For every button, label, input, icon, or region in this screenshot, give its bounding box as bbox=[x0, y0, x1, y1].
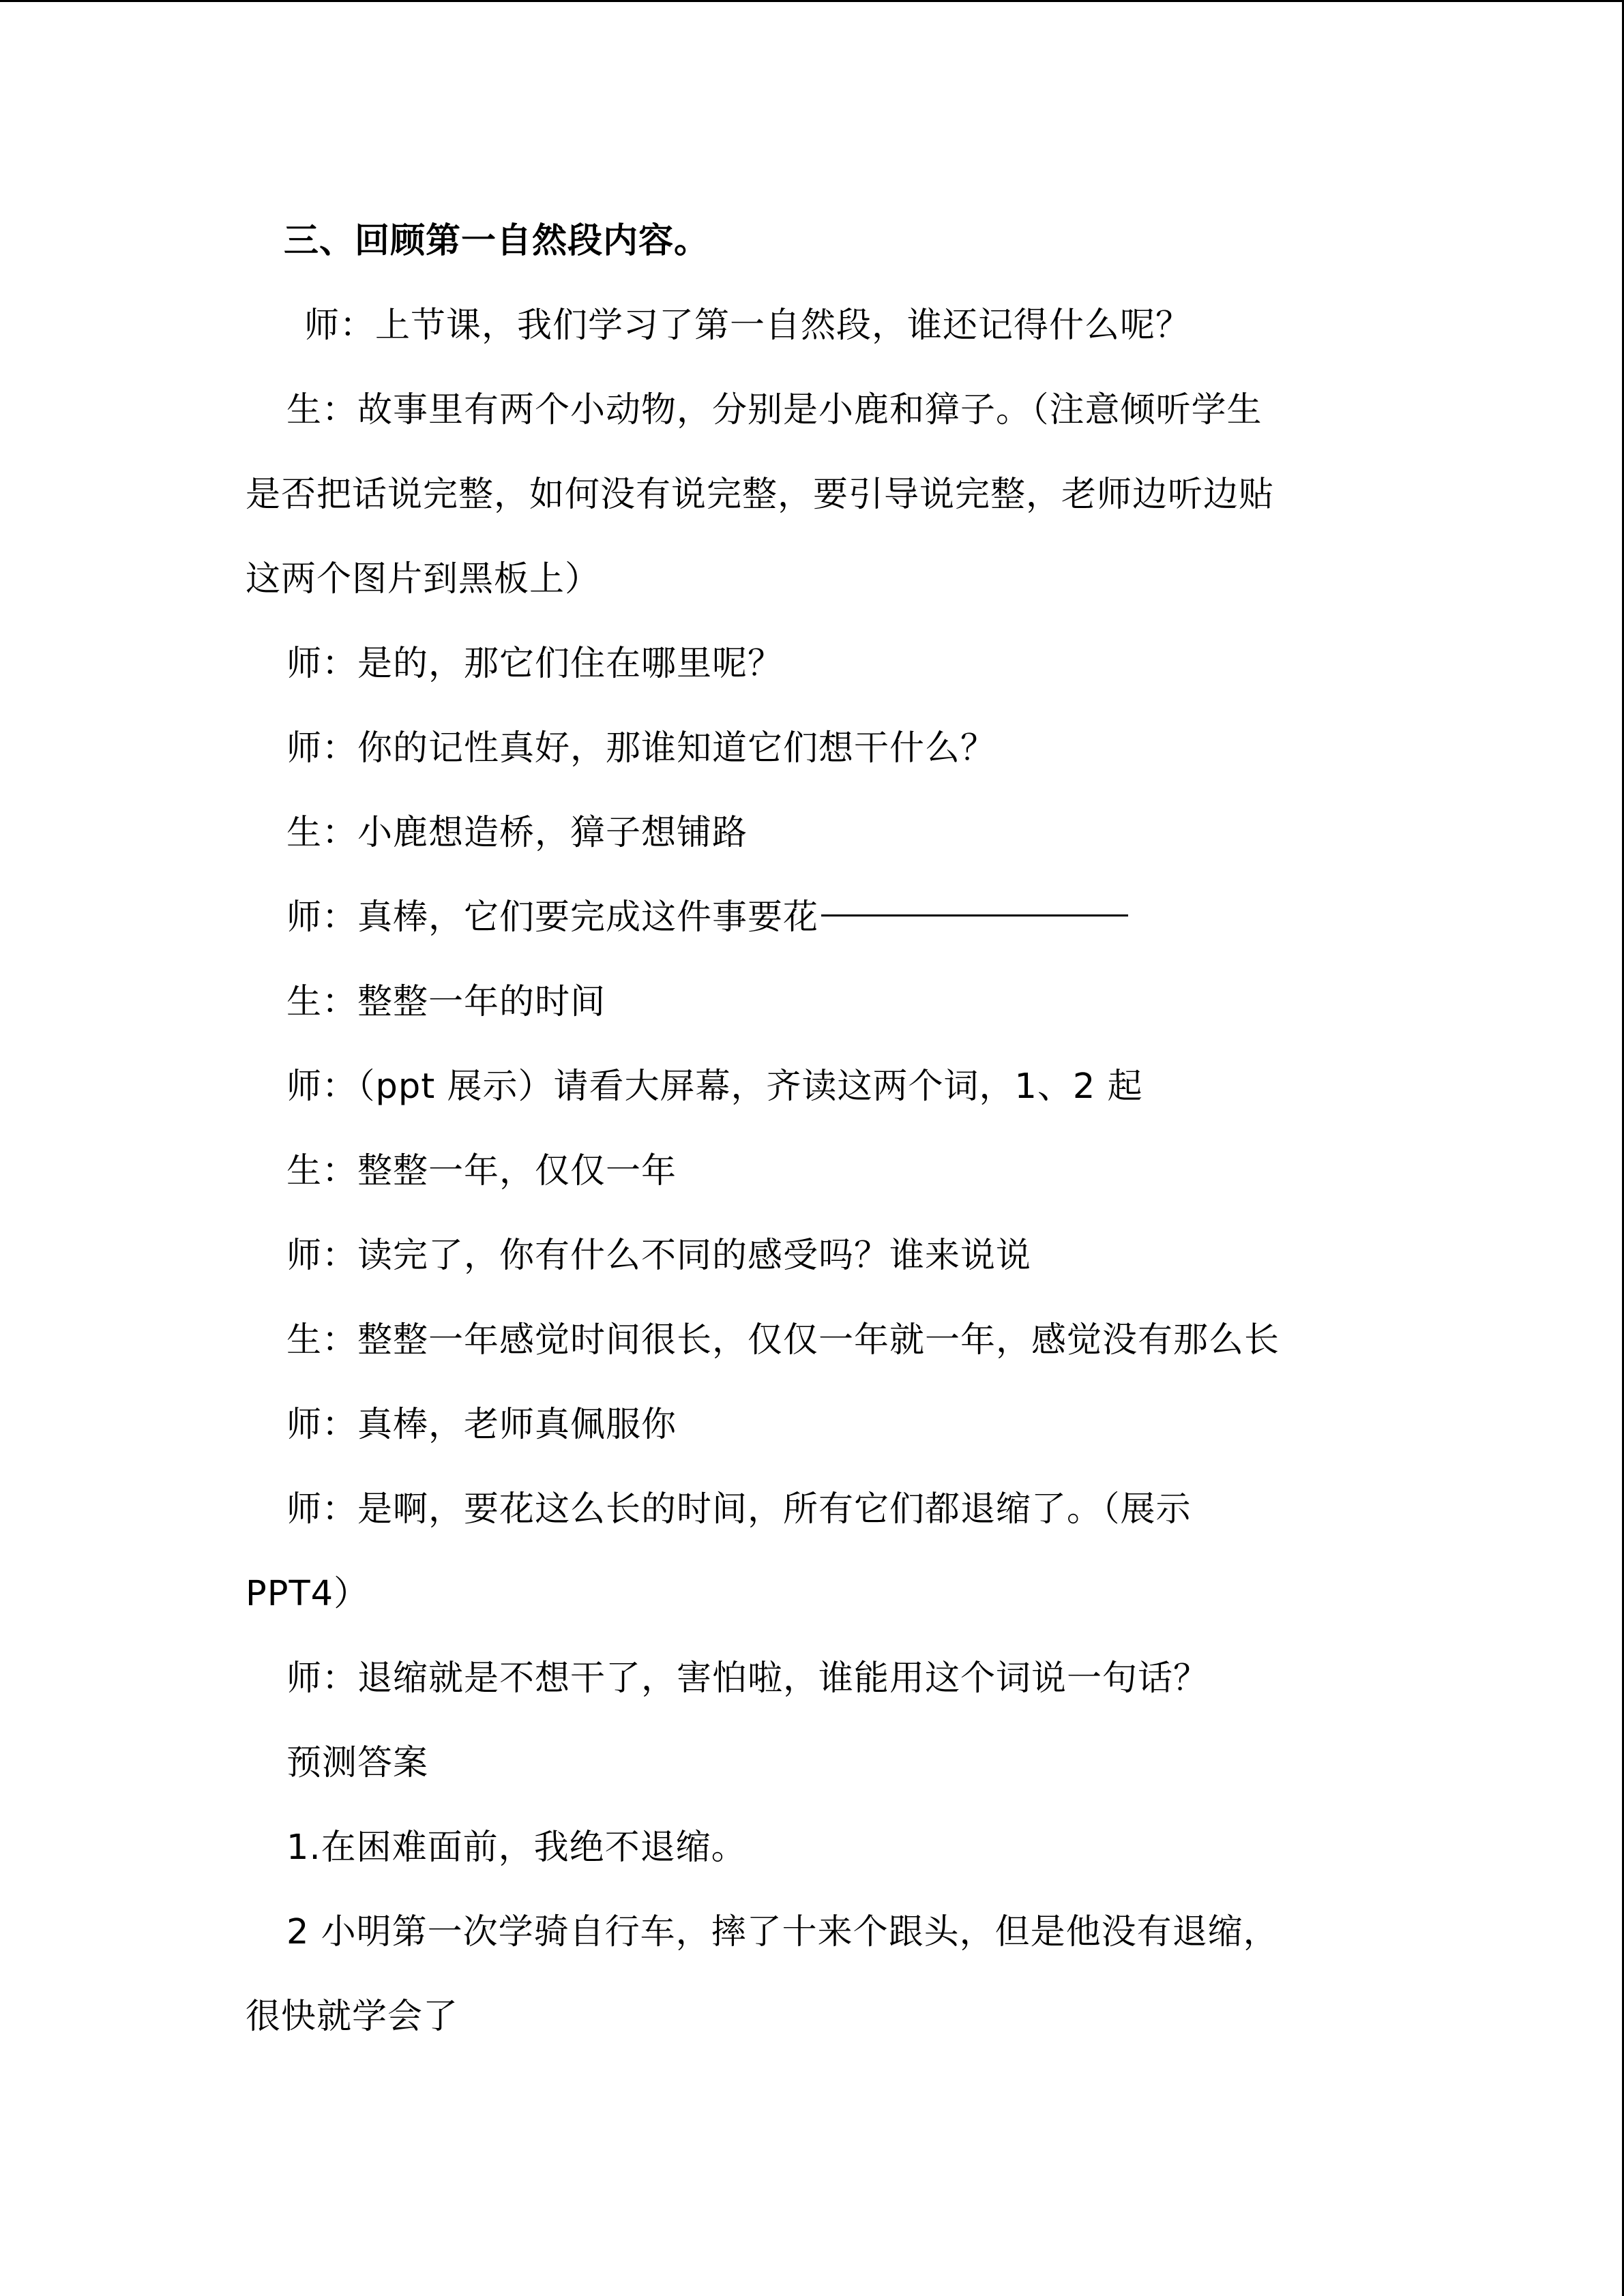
dialogue-line: 师：你的记性真好，那谁知道它们想干什么？ bbox=[286, 728, 996, 769]
dialogue-line: 师：退缩就是不想干了，害怕啦，谁能用这个词说一句话？ bbox=[286, 1658, 1209, 1699]
answer-heading: 预测答案 bbox=[286, 1743, 429, 1783]
dialogue-line: 生：整整一年感觉时间很长，仅仅一年就一年，感觉没有那么长 bbox=[286, 1320, 1280, 1360]
dialogue-line-continued: PPT4） bbox=[246, 1574, 370, 1614]
page-top-border bbox=[0, 0, 1624, 2]
answer-item-continued: 很快就学会了 bbox=[246, 1997, 459, 2037]
dialogue-text: 师：真棒，它们要完成这件事要花 bbox=[286, 897, 819, 938]
document-page bbox=[246, 199, 1364, 2059]
dialogue-line-continued: 是否把话说完整，如何没有说完整，要引导说完整，老师边听边贴 bbox=[246, 475, 1275, 515]
dialogue-line: 生：整整一年的时间 bbox=[286, 982, 606, 1022]
dialogue-line: 师：上节课，我们学习了第一自然段，谁还记得什么呢？ bbox=[304, 305, 1192, 346]
answer-item: 2 小明第一次学骑自行车，摔了十来个跟头，但是他没有退缩， bbox=[286, 1912, 1279, 1952]
dialogue-line: 师：读完了，你有什么不同的感受吗？谁来说说 bbox=[286, 1236, 1032, 1276]
dialogue-line: 师：是啊，要花这么长的时间，所有它们都退缩了。（展示 bbox=[286, 1489, 1192, 1530]
fill-in-blank bbox=[821, 914, 1128, 916]
dialogue-line: 师：真棒，老师真佩服你 bbox=[286, 1405, 677, 1445]
dialogue-line: 生：故事里有两个小动物，分别是小鹿和獐子。（注意倾听学生 bbox=[286, 390, 1263, 430]
dialogue-line: 生：小鹿想造桥，獐子想铺路 bbox=[286, 813, 748, 853]
dialogue-line: 师：（ppt 展示）请看大屏幕，齐读这两个词，1、2 起 bbox=[286, 1067, 1143, 1107]
dialogue-line: 生：整整一年，仅仅一年 bbox=[286, 1151, 677, 1191]
answer-item: 1.在困难面前，我绝不退缩。 bbox=[286, 1828, 747, 1868]
dialogue-line-with-blank bbox=[246, 876, 1364, 960]
section-heading: 三、回顾第一自然段内容。 bbox=[284, 221, 710, 261]
dialogue-line: 师：是的，那它们住在哪里呢？ bbox=[286, 644, 784, 684]
dialogue-line-continued: 这两个图片到黑板上） bbox=[246, 559, 601, 599]
